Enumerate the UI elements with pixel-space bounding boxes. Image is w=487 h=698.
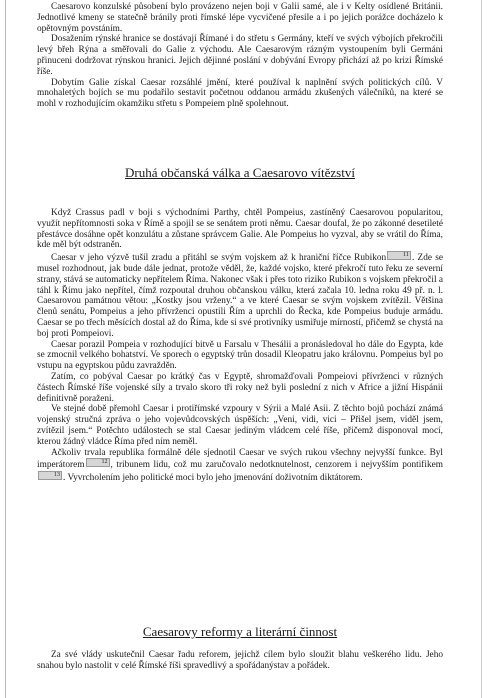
paragraph-text: . Zde se musel rozhodnout, jak bude dále jednat, protože věděl, že, každé vojsko, které překročí tuto řeku ze severní strany, stává se automaticky nepřítelem Říma. Nakonec však i přes toto riziko Rubikon s vojskem překročil a táhl k Římu jako nepřítel, čímž rozpoutal druhou občanskou válku, která začala 10. ledna roku 49 př. n. l. Caesarovou památnou větou: „Kostky jsou vrženy.“ a ve které Caesar se svým vojskem zvítězil. Většina členů senátu, Pompeius a jeho přívrženci opustili Řím a uprchli do Řecka, kde Pompeius buduje armádu. Caesar se po třech měsících dostal až do Říma, kde si své protivníky usmiřuje mírností, přičemž se chystá na boj proti Pompeiovi. [37,253,444,339]
paragraph: Zatím, co pobýval Caesar po krátký čas v Egyptě, shromažďovali Pompeiovi přívrženci v různých částech Římské říše vojenské síly a trvalo skoro tři roky než byli poslední z nich v Africe a jižní Hispánii definitivně poraženi. [37,372,443,404]
paragraph: Caesar porazil Pompeia v rozhodující bitvě u Farsalu v Thesálii a pronásledoval ho dále do Egypta, kde se zmocnil velkého bohatství. Ve sporech o egyptský trůn dosadil Kleopatru jako královnu. Pompeius byl po vstupu na egyptskou půdu zavražděn. [37,339,443,372]
section-reforms-text [37,650,443,672]
footnote-reference[interactable]: 12 [86,458,110,467]
footnote-reference[interactable]: 13 [38,471,62,480]
paragraph: Caesarovo konzulské působení bylo provázeno nejen boji v Galii samé, ale i v Kelty osídlené Británii. Jednotlivé kmeny se statečně bránily proti římské lépe vycvičené přesile a i po jejich porážce docházelo k opětovným povstáním. [37,2,443,34]
paragraph: Za své vlády uskutečnil Caesar řadu reforem, jejichž cílem bylo sloužit blahu veškerého lidu. Jeho snahou bylo nastolit v celé Římské říši spravedlivý a spořádanýstav a pořádek. [37,650,443,671]
section-galia-text [37,2,443,110]
section-heading-reforms: Caesarovy reformy a literární činnost [142,624,338,639]
section-heading-civil-war: Druhá občanská válka a Caesarovo vítězství [125,165,355,180]
paragraph [37,448,443,485]
paragraph: Dobytím Galie získal Caesar rozsáhlé jmění, které používal k naplnění svých politických cílů. V mnohaletých bojích se mu podařilo sestavit početnou oddanou armádu zkušených válečníků, na které se mohl v rozhodujícím okamžiku střetu s Pompeiem plně spolehnout. [37,77,443,110]
paragraph: Když Crassus padl v boji s východními Parthy, chtěl Pompeius, zastíněný Caesarovou popularitou, využít nepřítomnosti soka v Římě a spojil se se senátem proti němu. Caesar doufal, že po zákonné desetileté přestávce dosáhne opět konzulátu a zůstane správcem Galie. Ale Pompeius ho vyzval, aby se vrátil do Říma, kde měl být odstraněn. [37,208,443,251]
paragraph-text: Caesar v jeho výzvě tušil zradu a přitáhl se svým vojskem až k hraniční říčce Rubikon [51,253,387,264]
section-civil-war-text [37,208,443,484]
footnote-reference[interactable]: 11 [387,251,411,260]
paragraph-text: Ačkoliv trvala republika formálně déle sjednotil Caesar ve svých rukou všechny nejvyšší funkce. Byl imperátorem [37,447,443,471]
paragraph-text: . Vyvrcholením jeho politické moci bylo jeho jmenování doživotním diktátorem. [63,473,363,484]
paragraph: Dosažením rýnské hranice se dostávají Římané i do střetu s Germány, kteří ve svých výbojích překročili levý břeh Rýna a směřovali do Galie z východu. Ale Caesarovým rázným vystoupením byli Germáni přinuceni dodržovat rýnskou hranici. Jejich dějinné poslání v dobývání Evropy přichází až po krizi Římské říše. [37,34,443,77]
paragraph: Ve stejné době přemohl Caesar i protiřímské vzpoury v Sýrii a Malé Asii. Z těchto bojů pochází známá vojenský stručná zpráva o jeho vojevůdcovských úspěších: „Veni, vidi, vici – Přišel jsem, viděl jsem, zvítězil jsem.“ Potěchto událostech se stal Caesar jediným vládcem celé říše, přičemž disponoval mocí, kterou žádný vládce Říma před ním neměl. [37,404,443,447]
paragraph [37,251,443,339]
paragraph-text: , tribunem lidu, což mu zaručovalo nedotknutelnost, cenzorem i nejvyšším pontifikem [110,460,443,471]
page-border-left [5,0,6,698]
page-border-right [481,0,482,698]
